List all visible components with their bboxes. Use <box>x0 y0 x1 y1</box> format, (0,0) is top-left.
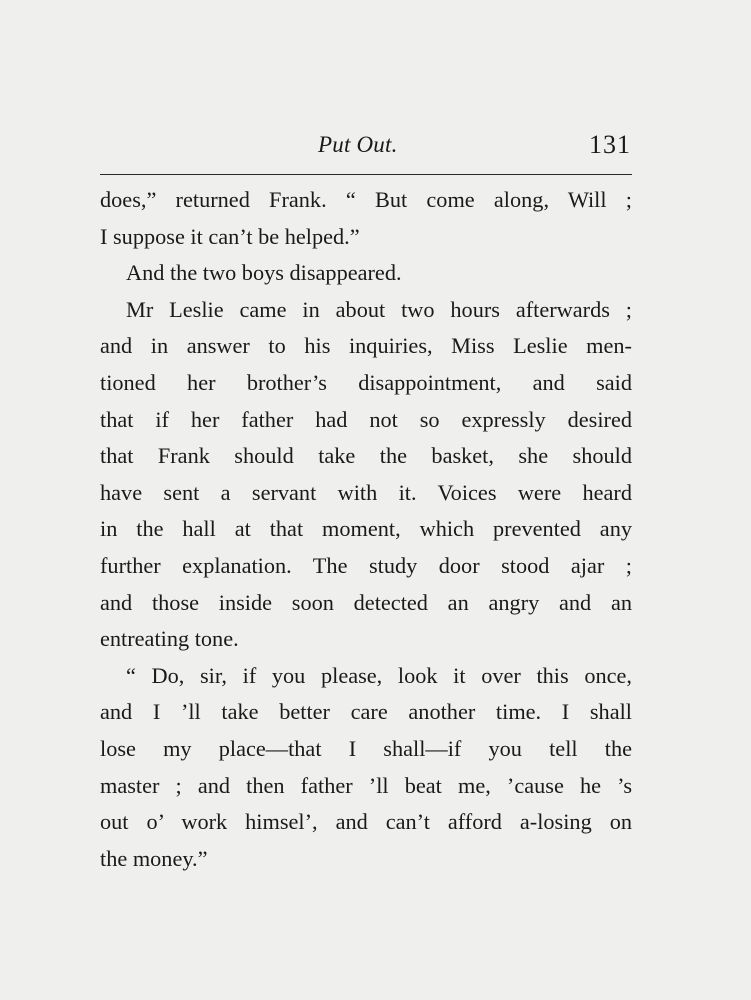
text-line: further explanation. The study door stood ajar ; <box>100 552 632 578</box>
text-line: “ Do, sir, if you please, look it over this once, <box>126 662 632 688</box>
text-line: And the two boys disappeared. <box>126 260 402 286</box>
text-line: that if her father had not so expressly desired <box>100 406 632 432</box>
text-line: and I ’ll take better care another time. I shall <box>100 699 632 725</box>
text-line: and those inside soon detected an angry and an <box>100 589 632 615</box>
text-line: does,” returned Frank. “ But come along, Will ; <box>100 187 632 212</box>
text-line: out o’ work himsel’, and can’t afford a-losing on <box>100 809 632 835</box>
text-line: master ; and then father ’ll beat me, ’cause he ’s <box>100 772 632 798</box>
running-head <box>100 128 631 168</box>
running-title: Put Out. <box>318 132 398 157</box>
text-line: tioned her brother’s disappointment, and said <box>100 369 632 395</box>
text-line: I suppose it can’t be helped.” <box>100 223 360 249</box>
text-line: entreating tone. <box>100 626 239 652</box>
text-line: and in answer to his inquiries, Miss Leslie men- <box>100 333 632 359</box>
text-line: lose my place—that I shall—if you tell the <box>100 735 632 761</box>
text-line: that Frank should take the basket, she should <box>100 443 632 469</box>
header-rule <box>100 174 632 175</box>
text-line: have sent a servant with it. Voices were heard <box>100 479 632 505</box>
page-number: 131 <box>589 130 631 159</box>
text-line: in the hall at that moment, which prevented any <box>100 516 632 542</box>
text-line: the money.” <box>100 845 208 871</box>
text-line: Mr Leslie came in about two hours afterwards ; <box>126 296 632 322</box>
body-text <box>100 182 632 877</box>
